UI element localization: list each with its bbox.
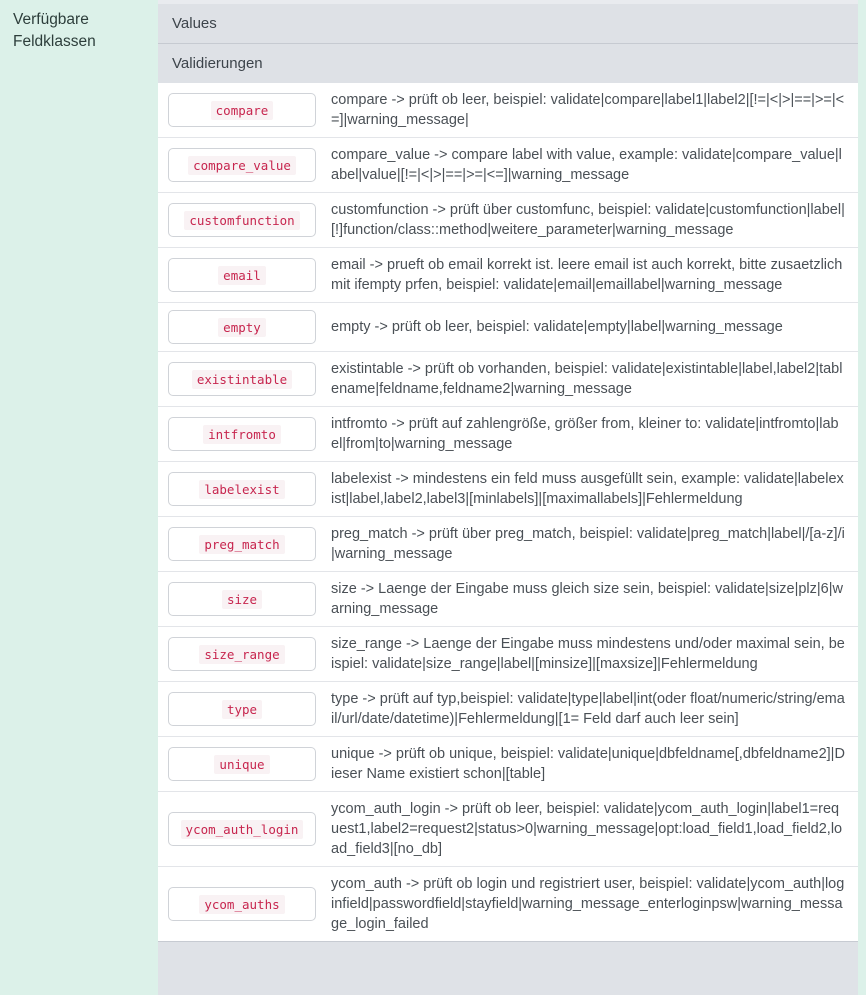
validator-badge — [168, 417, 316, 451]
validator-description: intfromto -> prüft auf zahlengröße, größer from, kleiner to: validate|intfromto|label|from|to|warning_message — [331, 416, 839, 452]
validator-code: compare_value — [188, 156, 296, 175]
validator-description: size_range -> Laenge der Eingabe muss mindestens und/oder maximal sein, beispiel: validate|size_range|label|[minsize]|[maxsize]|Fehlermeldung — [331, 636, 845, 672]
validator-code: type — [222, 700, 262, 719]
validator-row-compare-value — [158, 137, 858, 192]
validator-code: preg_match — [199, 535, 284, 554]
validator-code: ycom_auth_login — [181, 820, 304, 839]
validator-row-labelexist — [158, 461, 858, 516]
validator-badge — [168, 637, 316, 671]
validator-description: labelexist -> mindestens ein feld muss ausgefüllt sein, example: validate|labelexist|label,label2,label3|[minlabels]|[maximallabels]|Fehlermeldung — [331, 471, 844, 507]
validator-description: existintable -> prüft ob vorhanden, beispiel: validate|existintable|label,label2|tablename|feldname,feldname2|warning_message — [331, 361, 843, 397]
sidebar-title: Verfügbare Feldklassen — [13, 11, 96, 50]
validator-code: intfromto — [203, 425, 281, 444]
validator-badge — [168, 472, 316, 506]
validator-row-existintable — [158, 351, 858, 406]
validator-row-intfromto — [158, 406, 858, 461]
validator-badge — [168, 527, 316, 561]
validator-code: existintable — [192, 370, 292, 389]
validator-rows — [158, 83, 858, 941]
validator-badge — [168, 362, 316, 396]
validator-badge — [168, 148, 316, 182]
panel-bottom-strip — [158, 941, 858, 995]
validator-description: type -> prüft auf typ,beispiel: validate|type|label|int(oder float/numeric/string/email/url/date/datetime)|Fehlermeldung|[1= Feld darf auch leer sein] — [331, 691, 845, 727]
validator-code: email — [218, 266, 266, 285]
validator-code: ycom_auths — [199, 895, 284, 914]
validator-code: compare — [211, 101, 274, 120]
validator-badge — [168, 258, 316, 292]
validator-code: customfunction — [184, 211, 299, 230]
validator-description: ycom_auth -> prüft ob login und registriert user, beispiel: validate|ycom_auth|loginfield|passwordfield|stayfield|warning_message_enterloginpsw|warning_message_login_failed — [331, 876, 845, 932]
values-table — [158, 0, 858, 995]
validator-description: size -> Laenge der Eingabe muss gleich size sein, beispiel: validate|size|plz|6|warning_message — [331, 581, 843, 617]
validator-description: ycom_auth_login -> prüft ob leer, beispiel: validate|ycom_auth_login|label1=request1,label2=request2|status>0|warning_message|opt:load_field1,load_field2,load_field3|[no_db] — [331, 801, 843, 857]
validator-row-type — [158, 681, 858, 736]
validator-badge — [168, 887, 316, 921]
validator-badge — [168, 310, 316, 344]
validator-row-ycom-auths — [158, 866, 858, 941]
validator-description: preg_match -> prüft über preg_match, beispiel: validate|preg_match|label|/[a-z]/i|warning_message — [331, 526, 845, 562]
validator-row-ycom-auth-login — [158, 791, 858, 866]
validator-description: unique -> prüft ob unique, beispiel: validate|unique|dbfeldname[,dbfeldname2]|Dieser Name existiert schon|[table] — [331, 746, 845, 782]
validator-row-empty — [158, 302, 858, 351]
validator-code: unique — [214, 755, 269, 774]
validator-row-email — [158, 247, 858, 302]
validator-badge — [168, 747, 316, 781]
validator-badge — [168, 582, 316, 616]
validator-badge — [168, 812, 316, 846]
validator-badge — [168, 93, 316, 127]
validator-row-unique — [158, 736, 858, 791]
validator-description: customfunction -> prüft über customfunc, beispiel: validate|customfunction|label|[!]function/class::method|weitere_parameter|warning_message — [331, 202, 845, 238]
validator-code: size_range — [199, 645, 284, 664]
validator-badge — [168, 692, 316, 726]
validator-row-size-range — [158, 626, 858, 681]
validator-badge — [168, 203, 316, 237]
validator-row-compare — [158, 83, 858, 137]
validator-row-preg-match — [158, 516, 858, 571]
validator-description: compare -> prüft ob leer, beispiel: validate|compare|label1|label2|[!=|<|>|==|>=|<=]|warning_message| — [331, 92, 845, 128]
validator-description: compare_value -> compare label with value, example: validate|compare_value|label|value|[!=|<|>|==|>=|<=]|warning_message — [331, 147, 842, 183]
validator-description: email -> prueft ob email korrekt ist. leere email ist auch korrekt, bitte zusaetzlich mit ifempty prfen, beispiel: validate|email|emaillabel|warning_message — [331, 257, 843, 293]
validator-code: empty — [218, 318, 266, 337]
validator-code: labelexist — [199, 480, 284, 499]
table-subheader-validierungen: Validierungen — [158, 44, 858, 83]
validator-code: size — [222, 590, 262, 609]
validator-description: empty -> prüft ob leer, beispiel: validate|empty|label|warning_message — [331, 319, 783, 335]
table-header-values: Values — [158, 4, 858, 44]
validator-row-customfunction — [158, 192, 858, 247]
validator-row-size — [158, 571, 858, 626]
